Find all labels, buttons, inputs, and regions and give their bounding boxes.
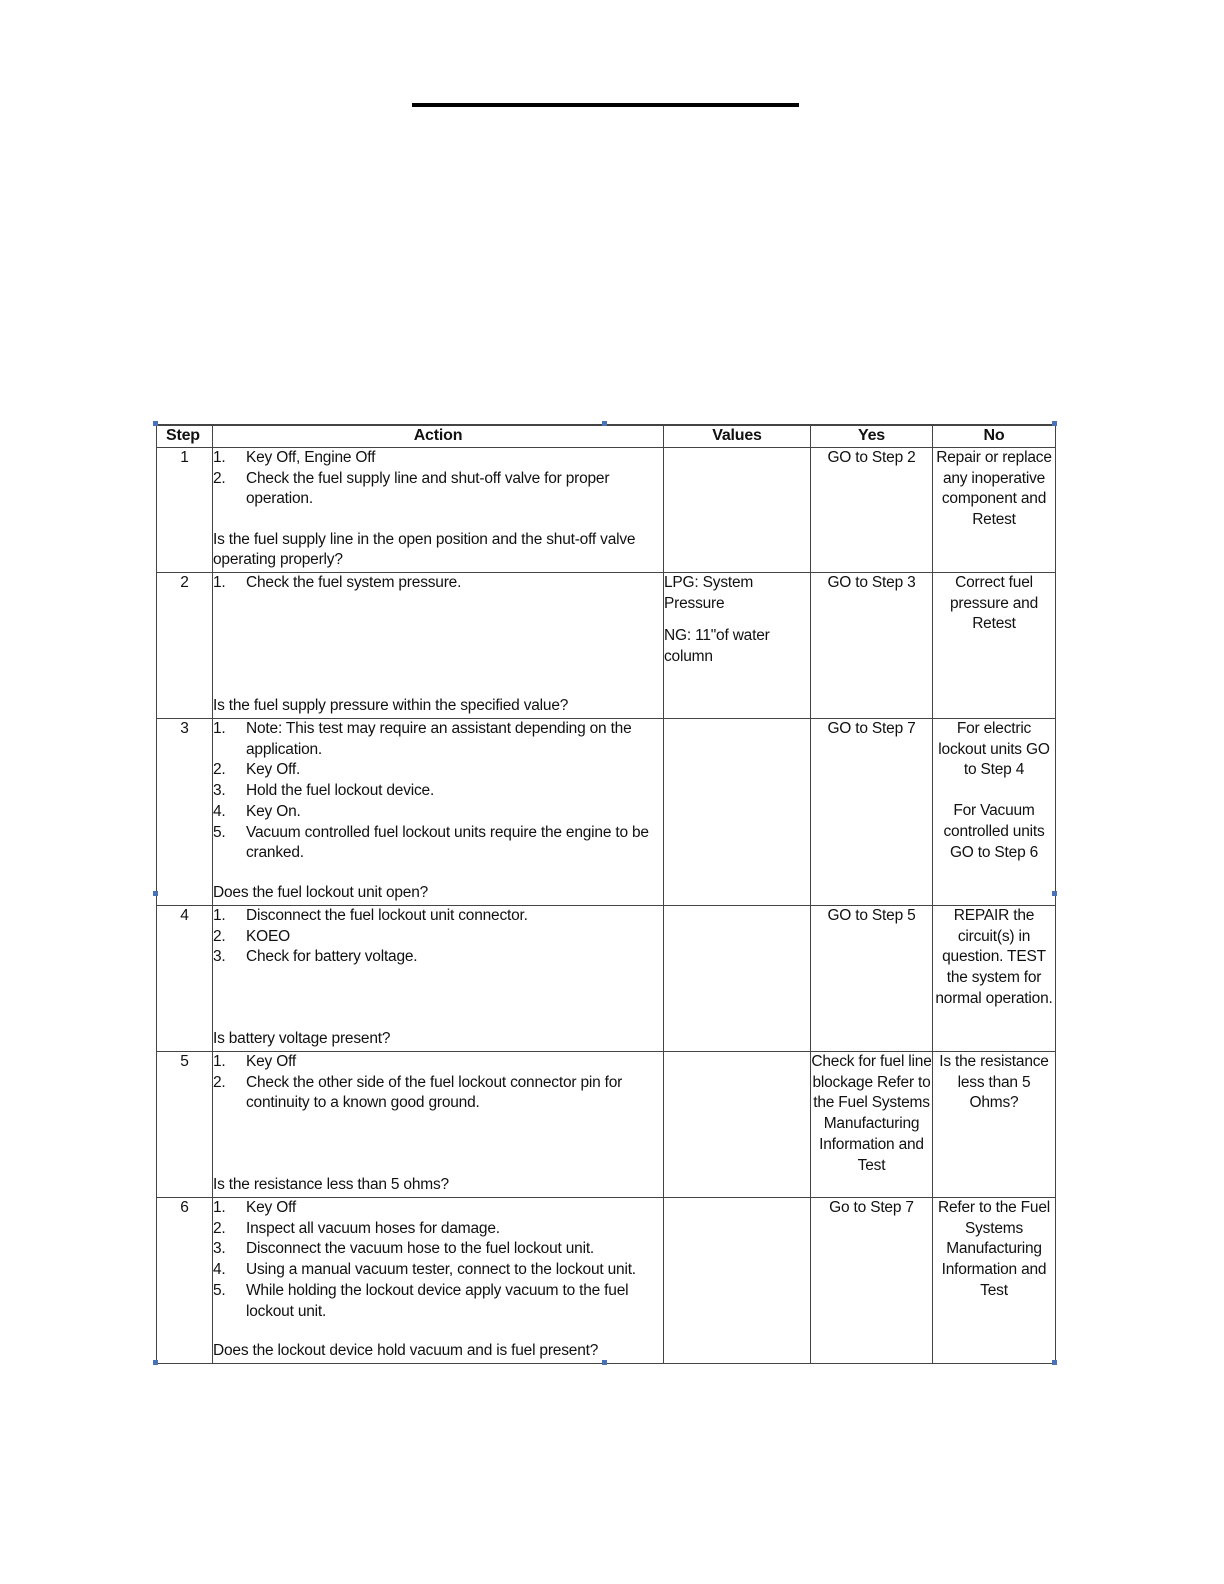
no-cell <box>933 1198 1056 1364</box>
no-cell <box>933 906 1056 1052</box>
header-yes: Yes <box>811 425 933 448</box>
action-cell <box>213 1052 664 1198</box>
action-step-number: 5. <box>213 1281 226 1299</box>
action-step-number: 1. <box>213 907 226 924</box>
step-number: 4 <box>157 906 213 1052</box>
action-step-text: Key On. <box>246 802 301 820</box>
no-cell <box>933 1052 1056 1198</box>
action-step-number: 3. <box>213 1240 226 1258</box>
step-number: 5 <box>157 1052 213 1198</box>
action-steps-list <box>213 1052 663 1114</box>
values-cell <box>664 719 811 906</box>
values-cell <box>664 573 811 719</box>
selection-handle <box>602 1360 607 1365</box>
selection-handle <box>1052 421 1057 426</box>
action-step-number: 1. <box>213 720 226 737</box>
action-step-text: Inspect all vacuum hoses for damage. <box>246 1219 500 1237</box>
header-step: Step <box>157 425 213 448</box>
no-cell <box>933 573 1056 719</box>
action-step <box>213 573 663 594</box>
action-question: Does the lockout device hold vacuum and is fuel present? <box>213 1342 599 1360</box>
action-step <box>213 906 663 927</box>
selection-handle <box>153 1360 158 1365</box>
action-step <box>213 947 663 968</box>
action-step-number: 4. <box>213 1261 226 1279</box>
action-step-text: Check the other side of the fuel lockout connector pin for continuity to a known good ground. <box>246 1073 623 1112</box>
action-step <box>213 823 663 864</box>
value-text: NG: 11"of water column <box>664 627 770 666</box>
action-step <box>213 719 663 760</box>
step-number: 6 <box>157 1198 213 1364</box>
no-text: REPAIR the circuit(s) in question. TEST the system for normal operation. <box>935 907 1053 1007</box>
values-cell <box>664 1052 811 1198</box>
selection-handle <box>153 891 158 896</box>
action-cell <box>213 906 664 1052</box>
action-step <box>213 1073 663 1114</box>
selection-handle <box>153 421 158 426</box>
action-step <box>213 1239 663 1260</box>
action-step-number: 3. <box>213 948 226 966</box>
action-step <box>213 760 663 781</box>
no-cell <box>933 719 1056 906</box>
yes-cell: Check for fuel line blockage Refer to the Fuel Systems Manufacturing Information and Test <box>811 1052 933 1198</box>
header-values: Values <box>664 425 811 448</box>
table-row <box>157 1052 1056 1198</box>
action-step <box>213 1052 663 1073</box>
table-row <box>157 448 1056 573</box>
action-step-number: 2. <box>213 1073 226 1091</box>
values-cell <box>664 906 811 1052</box>
action-step-text: Key Off, Engine Off <box>246 449 376 466</box>
action-step <box>213 1260 663 1281</box>
action-step <box>213 469 663 510</box>
table-row <box>157 573 1056 719</box>
action-question: Is the fuel supply pressure within the specified value? <box>213 697 569 715</box>
step-number: 1 <box>157 448 213 573</box>
yes-cell: GO to Step 2 <box>811 448 933 573</box>
action-step-number: 2. <box>213 469 226 487</box>
action-steps-list <box>213 573 663 594</box>
action-step-number: 5. <box>213 823 226 841</box>
action-step-text: Using a manual vacuum tester, connect to the lockout unit. <box>246 1261 636 1279</box>
table-header-row <box>157 425 1056 448</box>
header-no: No <box>933 425 1056 448</box>
action-step-text: KOEO <box>246 927 290 945</box>
action-cell <box>213 719 664 906</box>
action-step-number: 2. <box>213 927 226 945</box>
yes-cell: GO to Step 7 <box>811 719 933 906</box>
action-step-number: 1. <box>213 1053 226 1070</box>
action-step-text: While holding the lockout device apply vacuum to the fuel lockout unit. <box>246 1281 629 1320</box>
step-number: 3 <box>157 719 213 906</box>
action-step-number: 3. <box>213 782 226 800</box>
diagnostic-table <box>156 424 1056 1364</box>
yes-cell: GO to Step 3 <box>811 573 933 719</box>
selection-handle <box>602 421 607 426</box>
action-step-number: 1. <box>213 449 226 466</box>
yes-cell: GO to Step 5 <box>811 906 933 1052</box>
selection-handle <box>1052 891 1057 896</box>
action-step-text: Key Off <box>246 1199 297 1216</box>
action-step-number: 1. <box>213 574 226 591</box>
action-question: Is the resistance less than 5 ohms? <box>213 1176 449 1194</box>
action-step-text: Vacuum controlled fuel lockout units require the engine to be cranked. <box>246 823 649 862</box>
no-text: Repair or replace any inoperative component and Retest <box>936 449 1052 529</box>
no-cell <box>933 448 1056 573</box>
step-number: 2 <box>157 573 213 719</box>
action-step-number: 1. <box>213 1199 226 1216</box>
action-step-text: Key Off <box>246 1053 297 1070</box>
title-underline <box>412 103 799 107</box>
no-text: For electric lockout units GO to Step 4 <box>938 720 1050 779</box>
selection-handle <box>1052 1360 1057 1365</box>
value-text: LPG: System Pressure <box>664 574 754 612</box>
action-question: Does the fuel lockout unit open? <box>213 884 429 902</box>
yes-cell: Go to Step 7 <box>811 1198 933 1364</box>
no-text: Is the resistance less than 5 Ohms? <box>939 1053 1049 1112</box>
action-question: Is battery voltage present? <box>213 1030 391 1048</box>
no-text: Correct fuel pressure and Retest <box>949 574 1039 633</box>
action-step <box>213 781 663 802</box>
values-cell <box>664 1198 811 1364</box>
action-step-number: 2. <box>213 761 226 779</box>
action-steps-list <box>213 906 663 968</box>
values-cell <box>664 448 811 573</box>
action-step-text: Disconnect the fuel lockout unit connector. <box>246 907 528 924</box>
action-cell <box>213 448 664 573</box>
action-step-text: Check the fuel system pressure. <box>246 574 462 591</box>
action-cell <box>213 573 664 719</box>
header-action: Action <box>213 425 664 448</box>
action-step-number: 4. <box>213 802 226 820</box>
table-row <box>157 1198 1056 1364</box>
no-text: Refer to the Fuel Systems Manufacturing Information and Test <box>937 1199 1051 1299</box>
table-row <box>157 906 1056 1052</box>
table-row <box>157 719 1056 906</box>
action-steps-list <box>213 448 663 510</box>
action-steps-list <box>213 1198 663 1322</box>
action-step <box>213 1219 663 1240</box>
action-step-text: Check the fuel supply line and shut-off valve for proper operation. <box>246 469 610 508</box>
action-steps-list <box>213 719 663 864</box>
action-step-text: Note: This test may require an assistant depending on the application. <box>246 720 632 758</box>
action-step <box>213 927 663 948</box>
action-step-text: Disconnect the vacuum hose to the fuel lockout unit. <box>246 1240 595 1258</box>
action-cell <box>213 1198 664 1364</box>
action-step-text: Key Off. <box>246 761 301 779</box>
action-step <box>213 1198 663 1219</box>
action-step <box>213 448 663 469</box>
action-question: Is the fuel supply line in the open position and the shut-off valve operating properly? <box>213 530 636 569</box>
action-step <box>213 802 663 823</box>
action-step-text: Check for battery voltage. <box>246 948 418 966</box>
action-step-text: Hold the fuel lockout device. <box>246 782 435 800</box>
action-step <box>213 1281 663 1322</box>
no-text: For Vacuum controlled units GO to Step 6 <box>943 802 1045 861</box>
action-step-number: 2. <box>213 1219 226 1237</box>
